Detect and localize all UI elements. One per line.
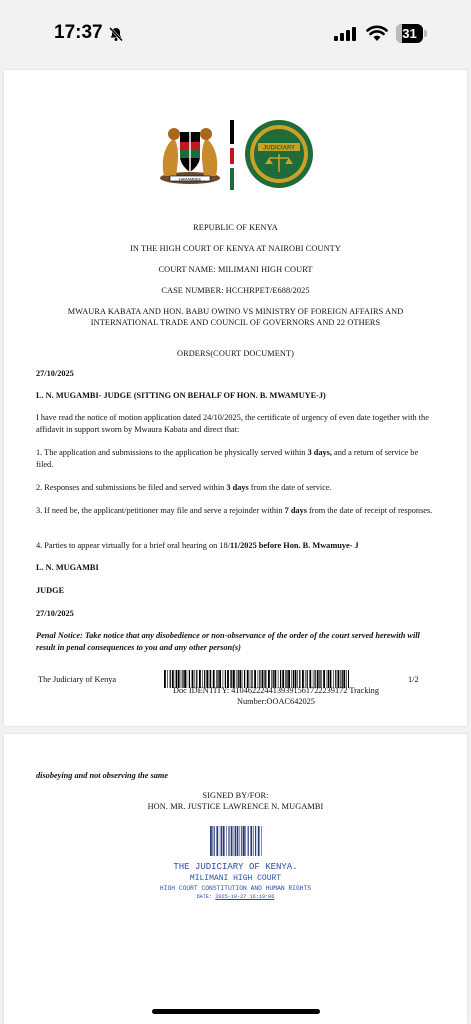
page-number: 1/2: [408, 675, 419, 684]
status-time: 17:37: [54, 22, 103, 43]
home-indicator[interactable]: [152, 1009, 320, 1014]
judge-heading: L. N. MUGAMBI- JUDGE (SITTING ON BEHALF OF HON. B. MWAMUYE-J): [36, 391, 326, 400]
footer-doc-identity: Doc IDENTITY: 410462224413939156172223917​2 Tracking Number:OOAC642025: [173, 686, 379, 706]
kenya-coat-of-arms-logo: [154, 118, 226, 186]
stamp-date: DATE: 2025-10-27 16:19:06: [196, 894, 275, 900]
signatory-name: L. N. MUGAMBI: [36, 563, 99, 572]
order-item-1: 1. The application and submissions to the application be physically served within 3 days, and a return of service be filed.: [36, 448, 419, 469]
seal-text: JUDICIARY: [262, 145, 296, 152]
wifi-icon: [366, 24, 388, 42]
orders-title: ORDERS(COURT DOCUMENT): [176, 349, 295, 358]
bell-muted-icon: [108, 26, 124, 42]
document-page-1[interactable]: [4, 70, 467, 726]
footer-issuer: The Judiciary of Kenya: [38, 675, 117, 684]
stamp-line-3: HIGH COURT CONSTITUTION AND HUMAN RIGHTS: [159, 885, 312, 892]
cellular-signal-icon: [334, 27, 358, 41]
battery-indicator: [396, 24, 428, 43]
continuation-text: disobeying and not observing the same: [36, 771, 169, 780]
court-heading: IN THE HIGH COURT OF KENYA AT NAIROBI COUNTY: [130, 244, 341, 253]
status-bar: [0, 0, 471, 60]
order-item-2: 2. Responses and submissions be filed and served within 3 days from the date of service.: [36, 483, 332, 492]
penal-notice: Penal Notice: Take notice that any disobedience or non-observance of the order of the court served herewith will result in penal consequences to you and any other person(s): [36, 631, 420, 652]
judiciary-seal-logo: [244, 118, 314, 190]
signed-by-label: SIGNED BY/FOR:: [202, 791, 269, 800]
stamp-line-1: THE JUDICIARY OF KENYA.: [173, 862, 298, 872]
order-item-4: 4. Parties to appear virtually for a brief oral hearing on 18/11/2025 before Hon. B. Mwamuye- J: [36, 541, 359, 550]
court-name: COURT NAME: MILIMANI HIGH COURT: [158, 265, 313, 274]
document-page-2[interactable]: [4, 734, 467, 1024]
order-item-3: 3. If need be, the applicant/petitioner may file and serve a rejoinder within 7 days from the date of receipt of responses.: [36, 506, 433, 515]
case-number: CASE NUMBER: HCCHRPET/E688/2025: [161, 286, 310, 295]
crest-motto: HARAMBEE: [178, 176, 202, 182]
flag-stripe-divider: [230, 120, 234, 190]
battery-level: 31: [402, 26, 417, 41]
parties-line-2: INTERNATIONAL TRADE AND COUNCIL OF GOVERNORS AND 22 OTHERS: [90, 318, 381, 327]
parties-line-1: MWAURA KABATA AND HON. BABU OWINO VS MINISTRY OF FOREIGN AFFAIRS AND: [67, 307, 404, 316]
justice-name: HON. MR. JUSTICE LAWRENCE N. MUGAMBI: [147, 802, 324, 811]
stamp-line-2: MILIMANI HIGH COURT: [189, 874, 282, 883]
republic-heading: REPUBLIC OF KENYA: [193, 223, 278, 232]
stamp-barcode: [210, 826, 262, 856]
order-date: 27/10/2025: [36, 369, 74, 378]
signatory-date: 27/10/2025: [36, 609, 74, 618]
signatory-title: JUDGE: [36, 586, 65, 595]
intro-paragraph: I have read the notice of motion application dated 24/10/2025, the certificate of urgency of even date together with the affidavit in support sworn by Mwaura Kabata and direct that:: [36, 413, 429, 434]
